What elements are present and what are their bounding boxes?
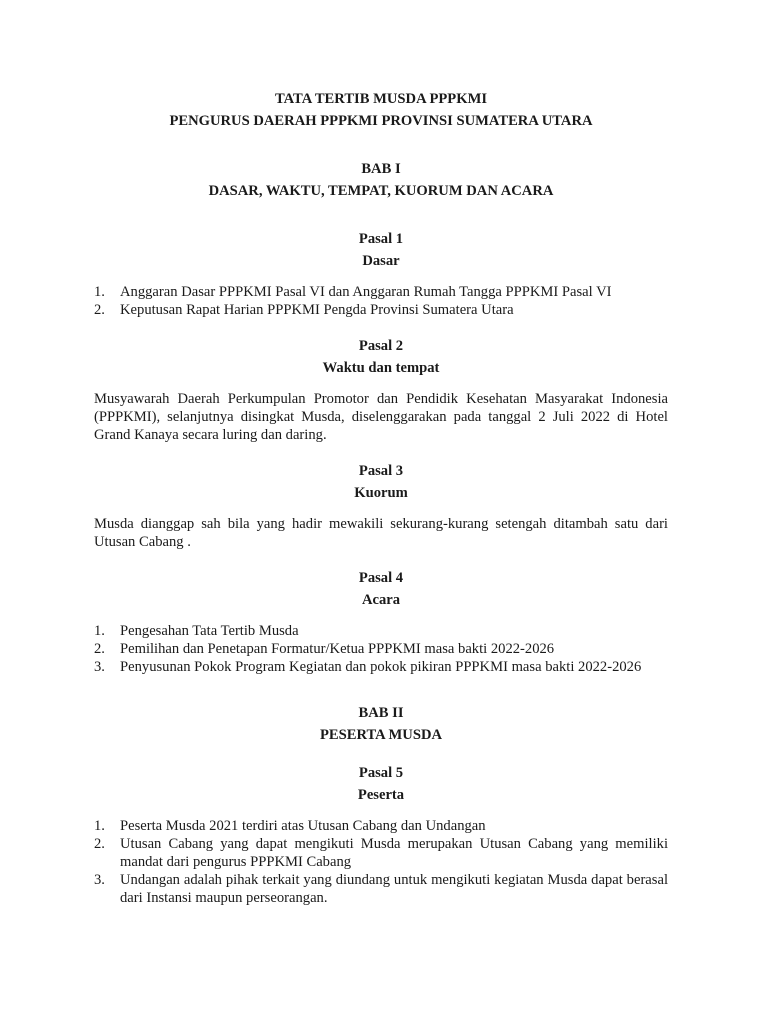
pasal-4-header — [94, 567, 668, 611]
bab-2-label: BAB II — [358, 705, 404, 721]
pasal-2-text: Musyawarah Daerah Perkumpulan Promotor dan Pendidik Kesehatan Masyarakat Indonesia (PPPKMI), selanjutnya disingkat Musda, diselenggarakan pada tanggal 2 Juli 2022 di Hotel Grand Kanaya secara luring dan daring. — [94, 391, 668, 443]
pasal-2-label: Pasal 2 — [358, 338, 404, 354]
pasal-3-text: Musda dianggap sah bila yang hadir mewakili sekurang-kurang setengah ditambah satu dari Utusan Cabang . — [94, 516, 668, 550]
pasal-5-label: Pasal 5 — [358, 765, 404, 781]
pasal-2-heading: Waktu dan tempat — [322, 360, 440, 376]
document-title — [94, 88, 668, 132]
pasal-5-list — [94, 817, 668, 907]
list-item: 1. Anggaran Dasar PPPKMI Pasal VI dan Anggaran Rumah Tangga PPPKMI Pasal VI — [94, 284, 612, 300]
bab-1-label: BAB I — [361, 161, 401, 177]
bab-2-header — [94, 702, 668, 746]
list-item: 3. Penyusunan Pokok Program Kegiatan dan pokok pikiran PPPKMI masa bakti 2022-2026 — [94, 659, 642, 675]
title-line-2: PENGURUS DAERAH PPPKMI PROVINSI SUMATERA UTARA — [169, 113, 593, 129]
list-item: 3. Undangan adalah pihak terkait yang diundang untuk mengikuti kegiatan Musda dapat berasal dari Instansi maupun perseorangan. — [94, 872, 668, 906]
pasal-4-heading: Acara — [361, 592, 401, 608]
pasal-1-label: Pasal 1 — [358, 231, 404, 247]
list-item: 2. Pemilihan dan Penetapan Formatur/Ketua PPPKMI masa bakti 2022-2026 — [94, 641, 555, 657]
pasal-1-header — [94, 228, 668, 272]
bab-1-heading: DASAR, WAKTU, TEMPAT, KUORUM DAN ACARA — [208, 183, 554, 199]
list-item: 2. Keputusan Rapat Harian PPPKMI Pengda Provinsi Sumatera Utara — [94, 302, 514, 318]
pasal-1-list — [94, 283, 668, 319]
bab-1-header — [94, 158, 668, 202]
title-line-1: TATA TERTIB MUSDA PPPKMI — [274, 91, 488, 107]
pasal-5-heading: Peserta — [357, 787, 405, 803]
pasal-5-header — [94, 762, 668, 806]
pasal-1-heading: Dasar — [362, 253, 400, 269]
list-item: 1. Peserta Musda 2021 terdiri atas Utusan Cabang dan Undangan — [94, 818, 486, 834]
pasal-4-label: Pasal 4 — [358, 570, 404, 586]
bab-2-heading: PESERTA MUSDA — [319, 727, 443, 743]
pasal-3-heading: Kuorum — [354, 485, 408, 501]
pasal-2-header — [94, 335, 668, 379]
pasal-3-label: Pasal 3 — [358, 463, 404, 479]
document-page — [94, 88, 668, 907]
list-item: 1. Pengesahan Tata Tertib Musda — [94, 623, 299, 639]
pasal-4-list — [94, 622, 668, 676]
list-item: 2. Utusan Cabang yang dapat mengikuti Musda merupakan Utusan Cabang yang memiliki mandat dari pengurus PPPKMI Cabang — [94, 836, 668, 870]
pasal-3-header — [94, 460, 668, 504]
